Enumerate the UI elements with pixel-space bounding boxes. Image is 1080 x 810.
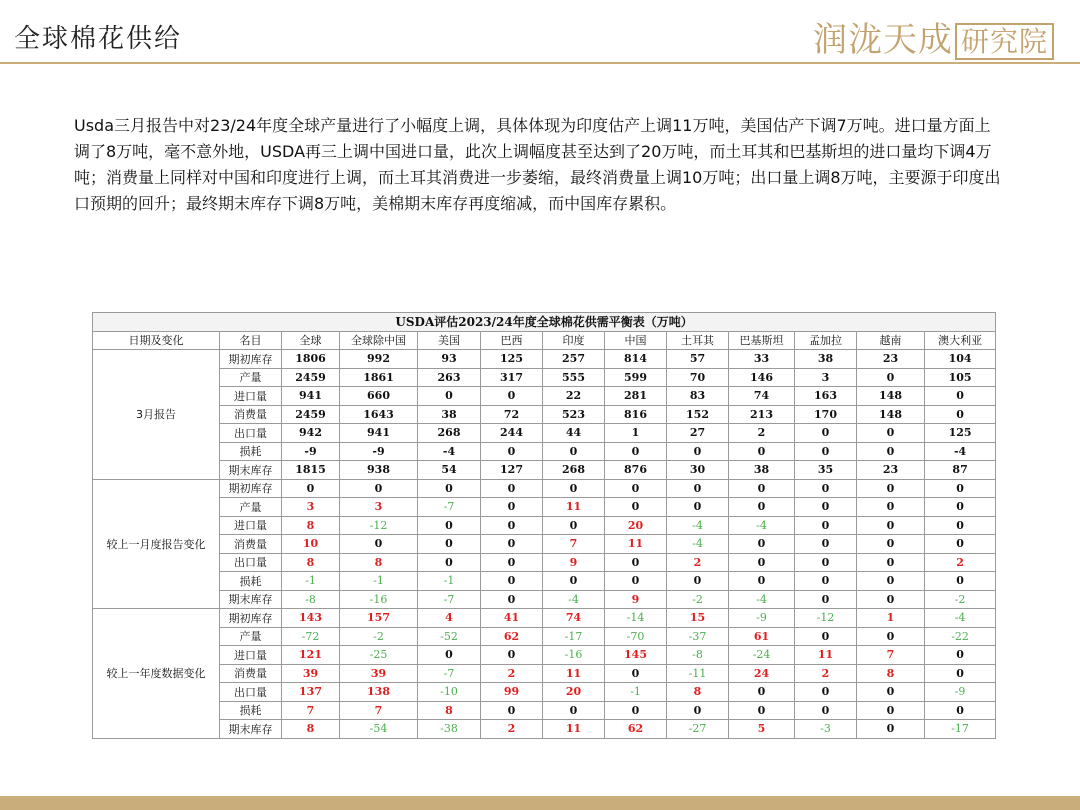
table-cell: 1861 xyxy=(340,368,418,387)
table-cell: 1643 xyxy=(340,405,418,424)
row-item-label: 损耗 xyxy=(220,442,282,461)
table-cell: 0 xyxy=(729,683,795,702)
table-cell: 257 xyxy=(543,350,605,369)
table-cell: 268 xyxy=(543,461,605,480)
table-cell: 3 xyxy=(340,498,418,517)
row-item-label: 期初库存 xyxy=(220,350,282,369)
table-cell: -10 xyxy=(418,683,481,702)
table-cell: -7 xyxy=(418,664,481,683)
column-header: 澳大利亚 xyxy=(925,331,996,350)
table-cell: 74 xyxy=(543,609,605,628)
table-cell: 0 xyxy=(795,516,857,535)
table-cell: 0 xyxy=(857,442,925,461)
column-header: 全球 xyxy=(282,331,340,350)
table-cell: 23 xyxy=(857,350,925,369)
row-item-label: 产量 xyxy=(220,368,282,387)
table-cell: -70 xyxy=(605,627,667,646)
table-cell: 0 xyxy=(543,572,605,591)
table-cell: -2 xyxy=(925,590,996,609)
table-cell: 0 xyxy=(282,479,340,498)
table-cell: 0 xyxy=(857,535,925,554)
table-cell: 0 xyxy=(857,572,925,591)
footer-bar xyxy=(0,796,1080,810)
table-cell: 0 xyxy=(795,683,857,702)
row-item-label: 损耗 xyxy=(220,701,282,720)
table-cell: -12 xyxy=(795,609,857,628)
table-cell: 0 xyxy=(729,572,795,591)
table-cell: 11 xyxy=(543,498,605,517)
table-cell: 0 xyxy=(729,479,795,498)
table-cell: 0 xyxy=(667,442,729,461)
row-item-label: 期初库存 xyxy=(220,479,282,498)
table-cell: 0 xyxy=(857,627,925,646)
table-cell: 5 xyxy=(729,720,795,739)
table-cell: 138 xyxy=(340,683,418,702)
table-cell: 57 xyxy=(667,350,729,369)
table-cell: 281 xyxy=(605,387,667,406)
table-cell: 7 xyxy=(857,646,925,665)
table-cell: 1806 xyxy=(282,350,340,369)
table-cell: -9 xyxy=(729,609,795,628)
page-title: 全球棉花供给 xyxy=(14,24,183,54)
table-cell: 0 xyxy=(925,516,996,535)
table-cell: -12 xyxy=(340,516,418,535)
table-cell: 2 xyxy=(925,553,996,572)
table-cell: 9 xyxy=(543,553,605,572)
table-cell: 0 xyxy=(543,516,605,535)
column-header: 美国 xyxy=(418,331,481,350)
table-cell: -4 xyxy=(543,590,605,609)
table-cell: 0 xyxy=(418,387,481,406)
row-item-label: 进口量 xyxy=(220,516,282,535)
table-cell: 15 xyxy=(667,609,729,628)
column-header: 巴西 xyxy=(481,331,543,350)
table-cell: -1 xyxy=(340,572,418,591)
column-header: 印度 xyxy=(543,331,605,350)
logo-box-text: 研究院 xyxy=(955,23,1054,60)
table-row xyxy=(93,461,996,480)
table-cell: -52 xyxy=(418,627,481,646)
table-cell: 0 xyxy=(481,498,543,517)
table-cell: 9 xyxy=(605,590,667,609)
table-cell: 941 xyxy=(282,387,340,406)
table-cell: 8 xyxy=(282,516,340,535)
table-cell: 8 xyxy=(418,701,481,720)
group-label: 3月报告 xyxy=(93,350,220,480)
table-cell: 0 xyxy=(729,701,795,720)
table-cell: 8 xyxy=(340,553,418,572)
table-row xyxy=(93,535,996,554)
table-cell: 0 xyxy=(857,701,925,720)
table-cell: 941 xyxy=(340,424,418,443)
table-cell: 0 xyxy=(795,590,857,609)
table-row xyxy=(93,683,996,702)
table-cell: 11 xyxy=(543,720,605,739)
table-cell: 0 xyxy=(857,590,925,609)
table-cell: 0 xyxy=(481,646,543,665)
table-cell: 0 xyxy=(857,720,925,739)
table-cell: 125 xyxy=(481,350,543,369)
column-header: 孟加拉 xyxy=(795,331,857,350)
table-cell: -4 xyxy=(729,590,795,609)
summary-paragraph: Usda三月报告中对23/24年度全球产量进行了小幅度上调，具体体现为印度估产上调11万吨，美国估产下调7万吨。进口量方面上调了8万吨，毫不意外地，USDA再三上调中国进口量，此次上调幅度甚至达到了20万吨，而土耳其和巴基斯坦的进口量均下调4万吨；消费量上同样对中国和印度进行上调，而土耳其消费进一步萎缩，最终消费量上调10万吨；出口量上调8万吨，主要源于印度出口预期的回升；最终期末库存下调8万吨，美棉期末库存再度缩减，而中国库存累积。 xyxy=(74,116,1001,213)
table-cell: 0 xyxy=(667,479,729,498)
table-row xyxy=(93,720,996,739)
table-cell: 72 xyxy=(481,405,543,424)
table-cell: 0 xyxy=(667,701,729,720)
table-cell: 0 xyxy=(795,535,857,554)
table-cell: 7 xyxy=(543,535,605,554)
table-cell: 0 xyxy=(481,479,543,498)
table-cell: 11 xyxy=(543,664,605,683)
table-cell: 0 xyxy=(857,424,925,443)
table-cell: 0 xyxy=(857,479,925,498)
table-cell: 0 xyxy=(795,424,857,443)
table-cell: -24 xyxy=(729,646,795,665)
table-cell: 105 xyxy=(925,368,996,387)
row-item-label: 出口量 xyxy=(220,424,282,443)
table-cell: 2459 xyxy=(282,368,340,387)
table-cell: 163 xyxy=(795,387,857,406)
table-cell: 10 xyxy=(282,535,340,554)
row-item-label: 期初库存 xyxy=(220,609,282,628)
table-cell: 20 xyxy=(605,516,667,535)
table-cell: 2 xyxy=(481,664,543,683)
table-cell: 0 xyxy=(925,405,996,424)
table-cell: -16 xyxy=(340,590,418,609)
table-cell: 0 xyxy=(729,442,795,461)
row-item-label: 消费量 xyxy=(220,535,282,554)
column-header: 日期及变化 xyxy=(93,331,220,350)
table-cell: 39 xyxy=(340,664,418,683)
table-cell: 0 xyxy=(795,442,857,461)
table-cell: 22 xyxy=(543,387,605,406)
table-cell: 0 xyxy=(925,479,996,498)
row-item-label: 产量 xyxy=(220,627,282,646)
table-cell: -9 xyxy=(925,683,996,702)
table-cell: 0 xyxy=(795,479,857,498)
table-cell: 0 xyxy=(543,442,605,461)
table-cell: 20 xyxy=(543,683,605,702)
table-cell: 93 xyxy=(418,350,481,369)
row-item-label: 消费量 xyxy=(220,664,282,683)
row-item-label: 产量 xyxy=(220,498,282,517)
table-cell: 0 xyxy=(418,553,481,572)
table-cell: 660 xyxy=(340,387,418,406)
table-cell: 148 xyxy=(857,387,925,406)
table-cell: -38 xyxy=(418,720,481,739)
table-cell: 148 xyxy=(857,405,925,424)
header-divider xyxy=(0,62,1080,64)
table-cell: -22 xyxy=(925,627,996,646)
row-item-label: 损耗 xyxy=(220,572,282,591)
table-cell: 1815 xyxy=(282,461,340,480)
table-cell: 3 xyxy=(795,368,857,387)
group-label: 较上一年度数据变化 xyxy=(93,609,220,739)
table-cell: 0 xyxy=(857,683,925,702)
table-cell: -17 xyxy=(543,627,605,646)
table-cell: 244 xyxy=(481,424,543,443)
table-cell: 39 xyxy=(282,664,340,683)
table-cell: 11 xyxy=(605,535,667,554)
table-cell: -27 xyxy=(667,720,729,739)
table-cell: -37 xyxy=(667,627,729,646)
row-item-label: 消费量 xyxy=(220,405,282,424)
table-cell: 0 xyxy=(481,553,543,572)
table-cell: 0 xyxy=(857,516,925,535)
table-row xyxy=(93,646,996,665)
table-cell: 0 xyxy=(481,535,543,554)
table-cell: 0 xyxy=(418,479,481,498)
table-cell: 33 xyxy=(729,350,795,369)
table-cell: 0 xyxy=(605,442,667,461)
row-item-label: 期末库存 xyxy=(220,720,282,739)
row-item-label: 期末库存 xyxy=(220,461,282,480)
table-cell: 3 xyxy=(282,498,340,517)
table-row xyxy=(93,350,996,369)
table-cell: 523 xyxy=(543,405,605,424)
table-cell: 0 xyxy=(605,498,667,517)
table-cell: 121 xyxy=(282,646,340,665)
table-cell: 0 xyxy=(667,498,729,517)
table-cell: 0 xyxy=(925,572,996,591)
logo-text: 润泷天成 xyxy=(812,20,953,60)
table-cell: 4 xyxy=(418,609,481,628)
table-cell: 0 xyxy=(605,553,667,572)
table-cell: 62 xyxy=(481,627,543,646)
table-row xyxy=(93,424,996,443)
table-cell: 0 xyxy=(857,498,925,517)
table-cell: 814 xyxy=(605,350,667,369)
table-cell: 24 xyxy=(729,664,795,683)
table-cell: -11 xyxy=(667,664,729,683)
table-cell: 0 xyxy=(481,442,543,461)
table-cell: 157 xyxy=(340,609,418,628)
column-header: 名目 xyxy=(220,331,282,350)
table-cell: 27 xyxy=(667,424,729,443)
table-cell: 44 xyxy=(543,424,605,443)
table-cell: -1 xyxy=(605,683,667,702)
table-cell: 11 xyxy=(795,646,857,665)
table-cell: 0 xyxy=(795,553,857,572)
table-cell: 1 xyxy=(857,609,925,628)
table-cell: 2 xyxy=(729,424,795,443)
row-item-label: 进口量 xyxy=(220,387,282,406)
table-cell: 99 xyxy=(481,683,543,702)
table-row xyxy=(93,572,996,591)
table-cell: 268 xyxy=(418,424,481,443)
table-cell: -4 xyxy=(925,609,996,628)
table-cell: 143 xyxy=(282,609,340,628)
table-cell: 0 xyxy=(418,646,481,665)
table-cell: 599 xyxy=(605,368,667,387)
table-cell: 942 xyxy=(282,424,340,443)
table-row xyxy=(93,498,996,517)
table-cell: 30 xyxy=(667,461,729,480)
table-row xyxy=(93,442,996,461)
table-cell: 54 xyxy=(418,461,481,480)
table-cell: 41 xyxy=(481,609,543,628)
table-cell: 0 xyxy=(418,516,481,535)
table-cell: -2 xyxy=(667,590,729,609)
table-cell: 0 xyxy=(925,664,996,683)
table-row xyxy=(93,479,996,498)
table-cell: 0 xyxy=(925,498,996,517)
table-cell: 8 xyxy=(857,664,925,683)
brand-logo xyxy=(813,12,1054,61)
table-cell: 35 xyxy=(795,461,857,480)
column-header: 土耳其 xyxy=(667,331,729,350)
table-cell: 0 xyxy=(605,479,667,498)
table-cell: 104 xyxy=(925,350,996,369)
table-row xyxy=(93,609,996,628)
table-cell: 8 xyxy=(282,553,340,572)
table-cell: -7 xyxy=(418,498,481,517)
table-cell: -8 xyxy=(667,646,729,665)
table-row xyxy=(93,701,996,720)
table-cell: 170 xyxy=(795,405,857,424)
table-cell: 8 xyxy=(667,683,729,702)
table-cell: 0 xyxy=(925,646,996,665)
table-cell: 145 xyxy=(605,646,667,665)
table-cell: 62 xyxy=(605,720,667,739)
group-label: 较上一月度报告变化 xyxy=(93,479,220,609)
table-cell: 0 xyxy=(667,572,729,591)
table-cell: -3 xyxy=(795,720,857,739)
table-cell: 38 xyxy=(418,405,481,424)
table-cell: 152 xyxy=(667,405,729,424)
table-cell: 0 xyxy=(925,535,996,554)
row-item-label: 进口量 xyxy=(220,646,282,665)
table-cell: 0 xyxy=(795,627,857,646)
column-header: 越南 xyxy=(857,331,925,350)
table-cell: 38 xyxy=(729,461,795,480)
table-cell: 0 xyxy=(543,701,605,720)
table-cell: -9 xyxy=(340,442,418,461)
table-cell: 74 xyxy=(729,387,795,406)
table-cell: 83 xyxy=(667,387,729,406)
table-cell: 0 xyxy=(795,498,857,517)
table-row xyxy=(93,664,996,683)
table-row xyxy=(93,627,996,646)
table-cell: 2 xyxy=(481,720,543,739)
table-cell: 0 xyxy=(857,553,925,572)
table-cell: 1 xyxy=(605,424,667,443)
table-cell: 70 xyxy=(667,368,729,387)
row-item-label: 期末库存 xyxy=(220,590,282,609)
table-cell: 938 xyxy=(340,461,418,480)
table-cell: 876 xyxy=(605,461,667,480)
table-cell: -9 xyxy=(282,442,340,461)
table-cell: 263 xyxy=(418,368,481,387)
table-cell: 0 xyxy=(605,572,667,591)
table-cell: 23 xyxy=(857,461,925,480)
table-cell: 87 xyxy=(925,461,996,480)
table-cell: -4 xyxy=(667,516,729,535)
table-cell: -4 xyxy=(667,535,729,554)
table-cell: -1 xyxy=(418,572,481,591)
table-cell: 7 xyxy=(282,701,340,720)
table-cell: 816 xyxy=(605,405,667,424)
table-cell: 61 xyxy=(729,627,795,646)
table-cell: -4 xyxy=(418,442,481,461)
table-cell: 555 xyxy=(543,368,605,387)
table-header-row xyxy=(93,331,996,350)
table-cell: 0 xyxy=(857,368,925,387)
column-header: 巴基斯坦 xyxy=(729,331,795,350)
table-cell: -1 xyxy=(282,572,340,591)
table-cell: 38 xyxy=(795,350,857,369)
table-cell: -14 xyxy=(605,609,667,628)
table-cell: -8 xyxy=(282,590,340,609)
table-row xyxy=(93,553,996,572)
table-cell: -4 xyxy=(925,442,996,461)
table-cell: 2 xyxy=(667,553,729,572)
table-cell: 0 xyxy=(481,516,543,535)
table-cell: 0 xyxy=(340,535,418,554)
table-row xyxy=(93,368,996,387)
table-row xyxy=(93,516,996,535)
table-cell: 0 xyxy=(729,535,795,554)
table-cell: 8 xyxy=(282,720,340,739)
table-row xyxy=(93,590,996,609)
cotton-balance-table xyxy=(92,312,996,739)
table-cell: 2459 xyxy=(282,405,340,424)
table-cell: 0 xyxy=(795,572,857,591)
table-cell: 125 xyxy=(925,424,996,443)
table-cell: 146 xyxy=(729,368,795,387)
table-row xyxy=(93,405,996,424)
table-cell: -2 xyxy=(340,627,418,646)
table-cell: 127 xyxy=(481,461,543,480)
table-cell: -72 xyxy=(282,627,340,646)
table-cell: 213 xyxy=(729,405,795,424)
table-cell: -7 xyxy=(418,590,481,609)
table-cell: 0 xyxy=(418,535,481,554)
table-cell: 2 xyxy=(795,664,857,683)
table-caption: USDA评估2023/24年度全球棉花供需平衡表（万吨） xyxy=(93,313,996,332)
table-cell: 0 xyxy=(481,572,543,591)
table-cell: 0 xyxy=(925,387,996,406)
table-cell: -25 xyxy=(340,646,418,665)
column-header: 全球除中国 xyxy=(340,331,418,350)
table-cell: 0 xyxy=(481,387,543,406)
table-cell: 0 xyxy=(481,701,543,720)
table-cell: -4 xyxy=(729,516,795,535)
table-cell: -54 xyxy=(340,720,418,739)
table-cell: 0 xyxy=(729,498,795,517)
table-cell: -16 xyxy=(543,646,605,665)
table-cell: 0 xyxy=(795,701,857,720)
column-header: 中国 xyxy=(605,331,667,350)
table-cell: 992 xyxy=(340,350,418,369)
row-item-label: 出口量 xyxy=(220,683,282,702)
table-cell: 137 xyxy=(282,683,340,702)
table-cell: 0 xyxy=(605,664,667,683)
table-row xyxy=(93,387,996,406)
table-cell: 317 xyxy=(481,368,543,387)
table-cell: 0 xyxy=(481,590,543,609)
table-cell: 0 xyxy=(729,553,795,572)
row-item-label: 出口量 xyxy=(220,553,282,572)
table-cell: 0 xyxy=(340,479,418,498)
table-cell: 0 xyxy=(543,479,605,498)
table-cell: 0 xyxy=(925,701,996,720)
table-cell: -17 xyxy=(925,720,996,739)
table-cell: 7 xyxy=(340,701,418,720)
table-cell: 0 xyxy=(605,701,667,720)
